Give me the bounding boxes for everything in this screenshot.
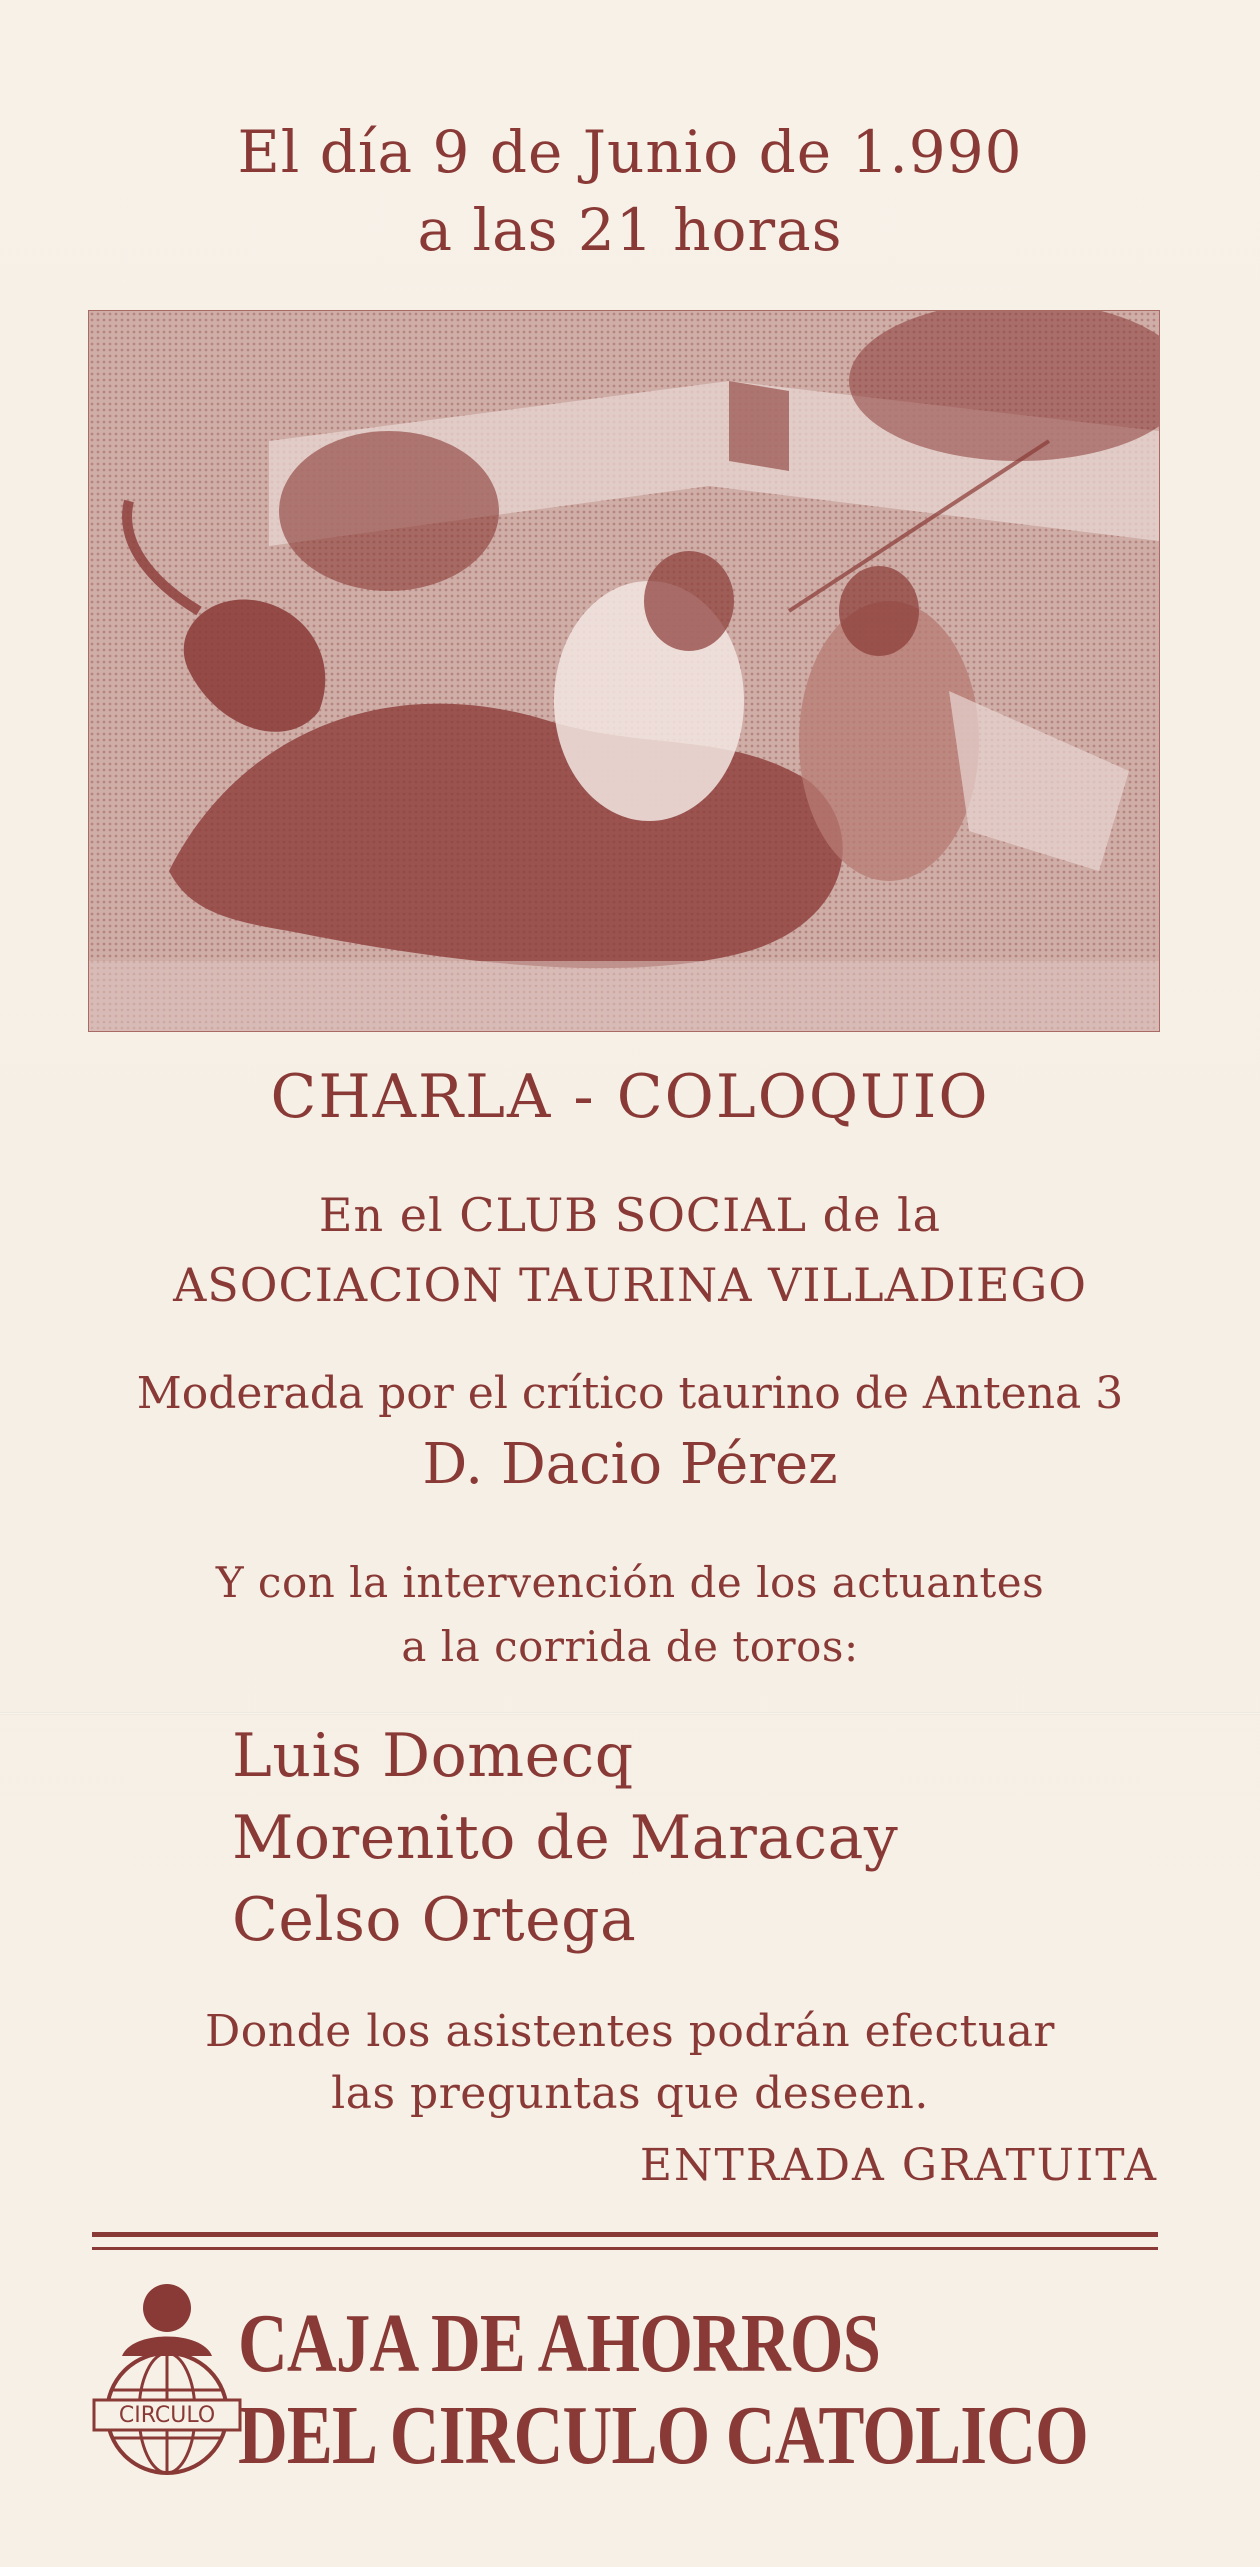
venue-line-1: En el CLUB SOCIAL de la <box>318 1188 942 1242</box>
speaker-name: Celso Ortega <box>232 1885 637 1955</box>
free-entry-note: ENTRADA GRATUITA <box>639 2140 1158 2191</box>
bullfight-photo-illustration <box>89 311 1159 1031</box>
moderation-line: Moderada por el crítico taurino de Antena 3 <box>136 1368 1124 1419</box>
circulo-logo <box>92 2268 242 2478</box>
intervention-line-1: Y con la intervención de los actuantes <box>215 1558 1045 1607</box>
sponsor-name <box>238 2298 1088 2482</box>
speaker-list <box>232 1715 898 1961</box>
divider-rule-bottom <box>92 2247 1158 2250</box>
intervention-line-2: a la corrida de toros: <box>401 1622 859 1671</box>
event-date: El día 9 de Junio de 1.990 <box>237 118 1023 186</box>
program-title: CHARLA - COLOQUIO <box>270 1062 990 1132</box>
sponsor-line-2: DEL CIRCULO CATOLICO <box>238 2389 1088 2482</box>
bullfight-photo <box>88 310 1160 1032</box>
speaker-name: Luis Domecq <box>232 1721 634 1791</box>
divider-rule-top <box>92 2232 1158 2237</box>
logo-head-icon <box>143 2284 191 2332</box>
sponsor-line-1: CAJA DE AHORROS <box>238 2297 881 2390</box>
event-time: a las 21 horas <box>417 196 843 264</box>
logo-label: CIRCULO <box>118 2403 216 2428</box>
speaker-name: Morenito de Maracay <box>232 1803 899 1873</box>
closing-line-1: Donde los asistentes podrán efectuar <box>205 2006 1055 2057</box>
moderator-name: D. Dacio Pérez <box>422 1432 838 1497</box>
closing-line-2: las preguntas que deseen. <box>331 2068 929 2119</box>
venue-line-2: ASOCIACION TAURINA VILLADIEGO <box>173 1258 1087 1312</box>
